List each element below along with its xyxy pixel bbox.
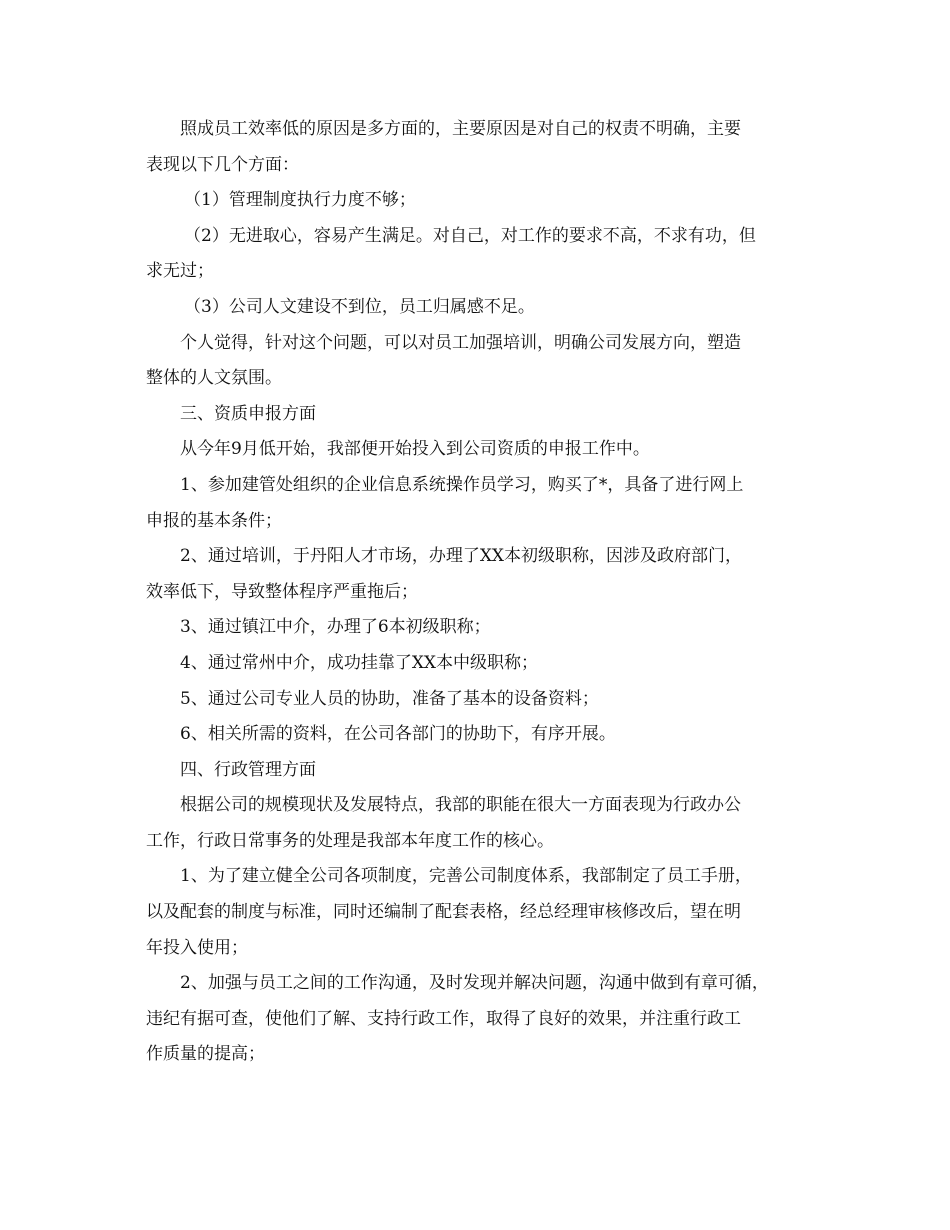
list-item-line: 1、参加建管处组织的企业信息系统操作员学习，购买了*，具备了进行网上: [180, 474, 744, 495]
paragraph-line: 表现以下几个方面：: [146, 154, 299, 175]
paragraph-line: 求无过；: [146, 261, 214, 282]
list-item-line: 6、相关所需的资料，在公司各部门的协助下，有序开展。: [180, 724, 616, 745]
paragraph-line: 根据公司的规模现状及发展特点，我部的职能在很大一方面表现为行政办公: [180, 795, 741, 816]
paragraph-line: 违纪有据可查，使他们了解、支持行政工作，取得了良好的效果，并注重行政工: [146, 1008, 741, 1029]
paragraph-line: 效率低下，导致整体程序严重拖后；: [146, 581, 418, 602]
paragraph-line: 以及配套的制度与标准，同时还编制了配套表格，经总经理审核修改后，望在明: [146, 902, 741, 923]
list-item-line: 2、通过培训，于丹阳人才市场，办理了XX本初级职称，因涉及政府部门，: [180, 546, 743, 567]
paragraph-line: 个人觉得，针对这个问题，可以对员工加强培训，明确公司发展方向，塑造: [180, 332, 741, 353]
document-body: [146, 112, 826, 1073]
paragraph-line: 年投入使用；: [146, 937, 248, 958]
list-item-line: 5、通过公司专业人员的协助，准备了基本的设备资料；: [180, 688, 599, 709]
paragraph-line: 照成员工效率低的原因是多方面的，主要原因是对自己的权责不明确，主要: [180, 119, 741, 139]
paragraph-line: 从今年9月低开始，我部便开始投入到公司资质的申报工作中。: [180, 439, 650, 460]
list-item-line: （1）管理制度执行力度不够；: [184, 190, 416, 211]
list-item-line: （3）公司人文建设不到位，员工归属感不足。: [184, 296, 535, 317]
paragraph-line: 作质量的提高；: [146, 1044, 265, 1065]
paragraph-line: 申报的基本条件；: [146, 510, 282, 531]
list-item-line: （2）无进取心，容易产生满足。对自己，对工作的要求不高，不求有功，但: [184, 225, 756, 246]
paragraph-line: 整体的人文氛围。: [146, 368, 282, 389]
list-item-line: 1、为了建立健全公司各项制度，完善公司制度体系，我部制定了员工手册，: [180, 866, 752, 887]
paragraph-line: 工作，行政日常事务的处理是我部本年度工作的核心。: [146, 830, 554, 851]
list-item-line: 3、通过镇江中介，办理了6本初级职称；: [180, 617, 491, 638]
section-heading: 四、行政管理方面: [180, 759, 316, 780]
list-item-line: 2、加强与员工之间的工作沟通，及时发现并解决问题，沟通中做到有章可循，: [180, 973, 769, 994]
list-item-line: 4、通过常州中介，成功挂靠了XX本中级职称；: [180, 652, 539, 673]
section-heading: 三、资质申报方面: [180, 403, 316, 424]
